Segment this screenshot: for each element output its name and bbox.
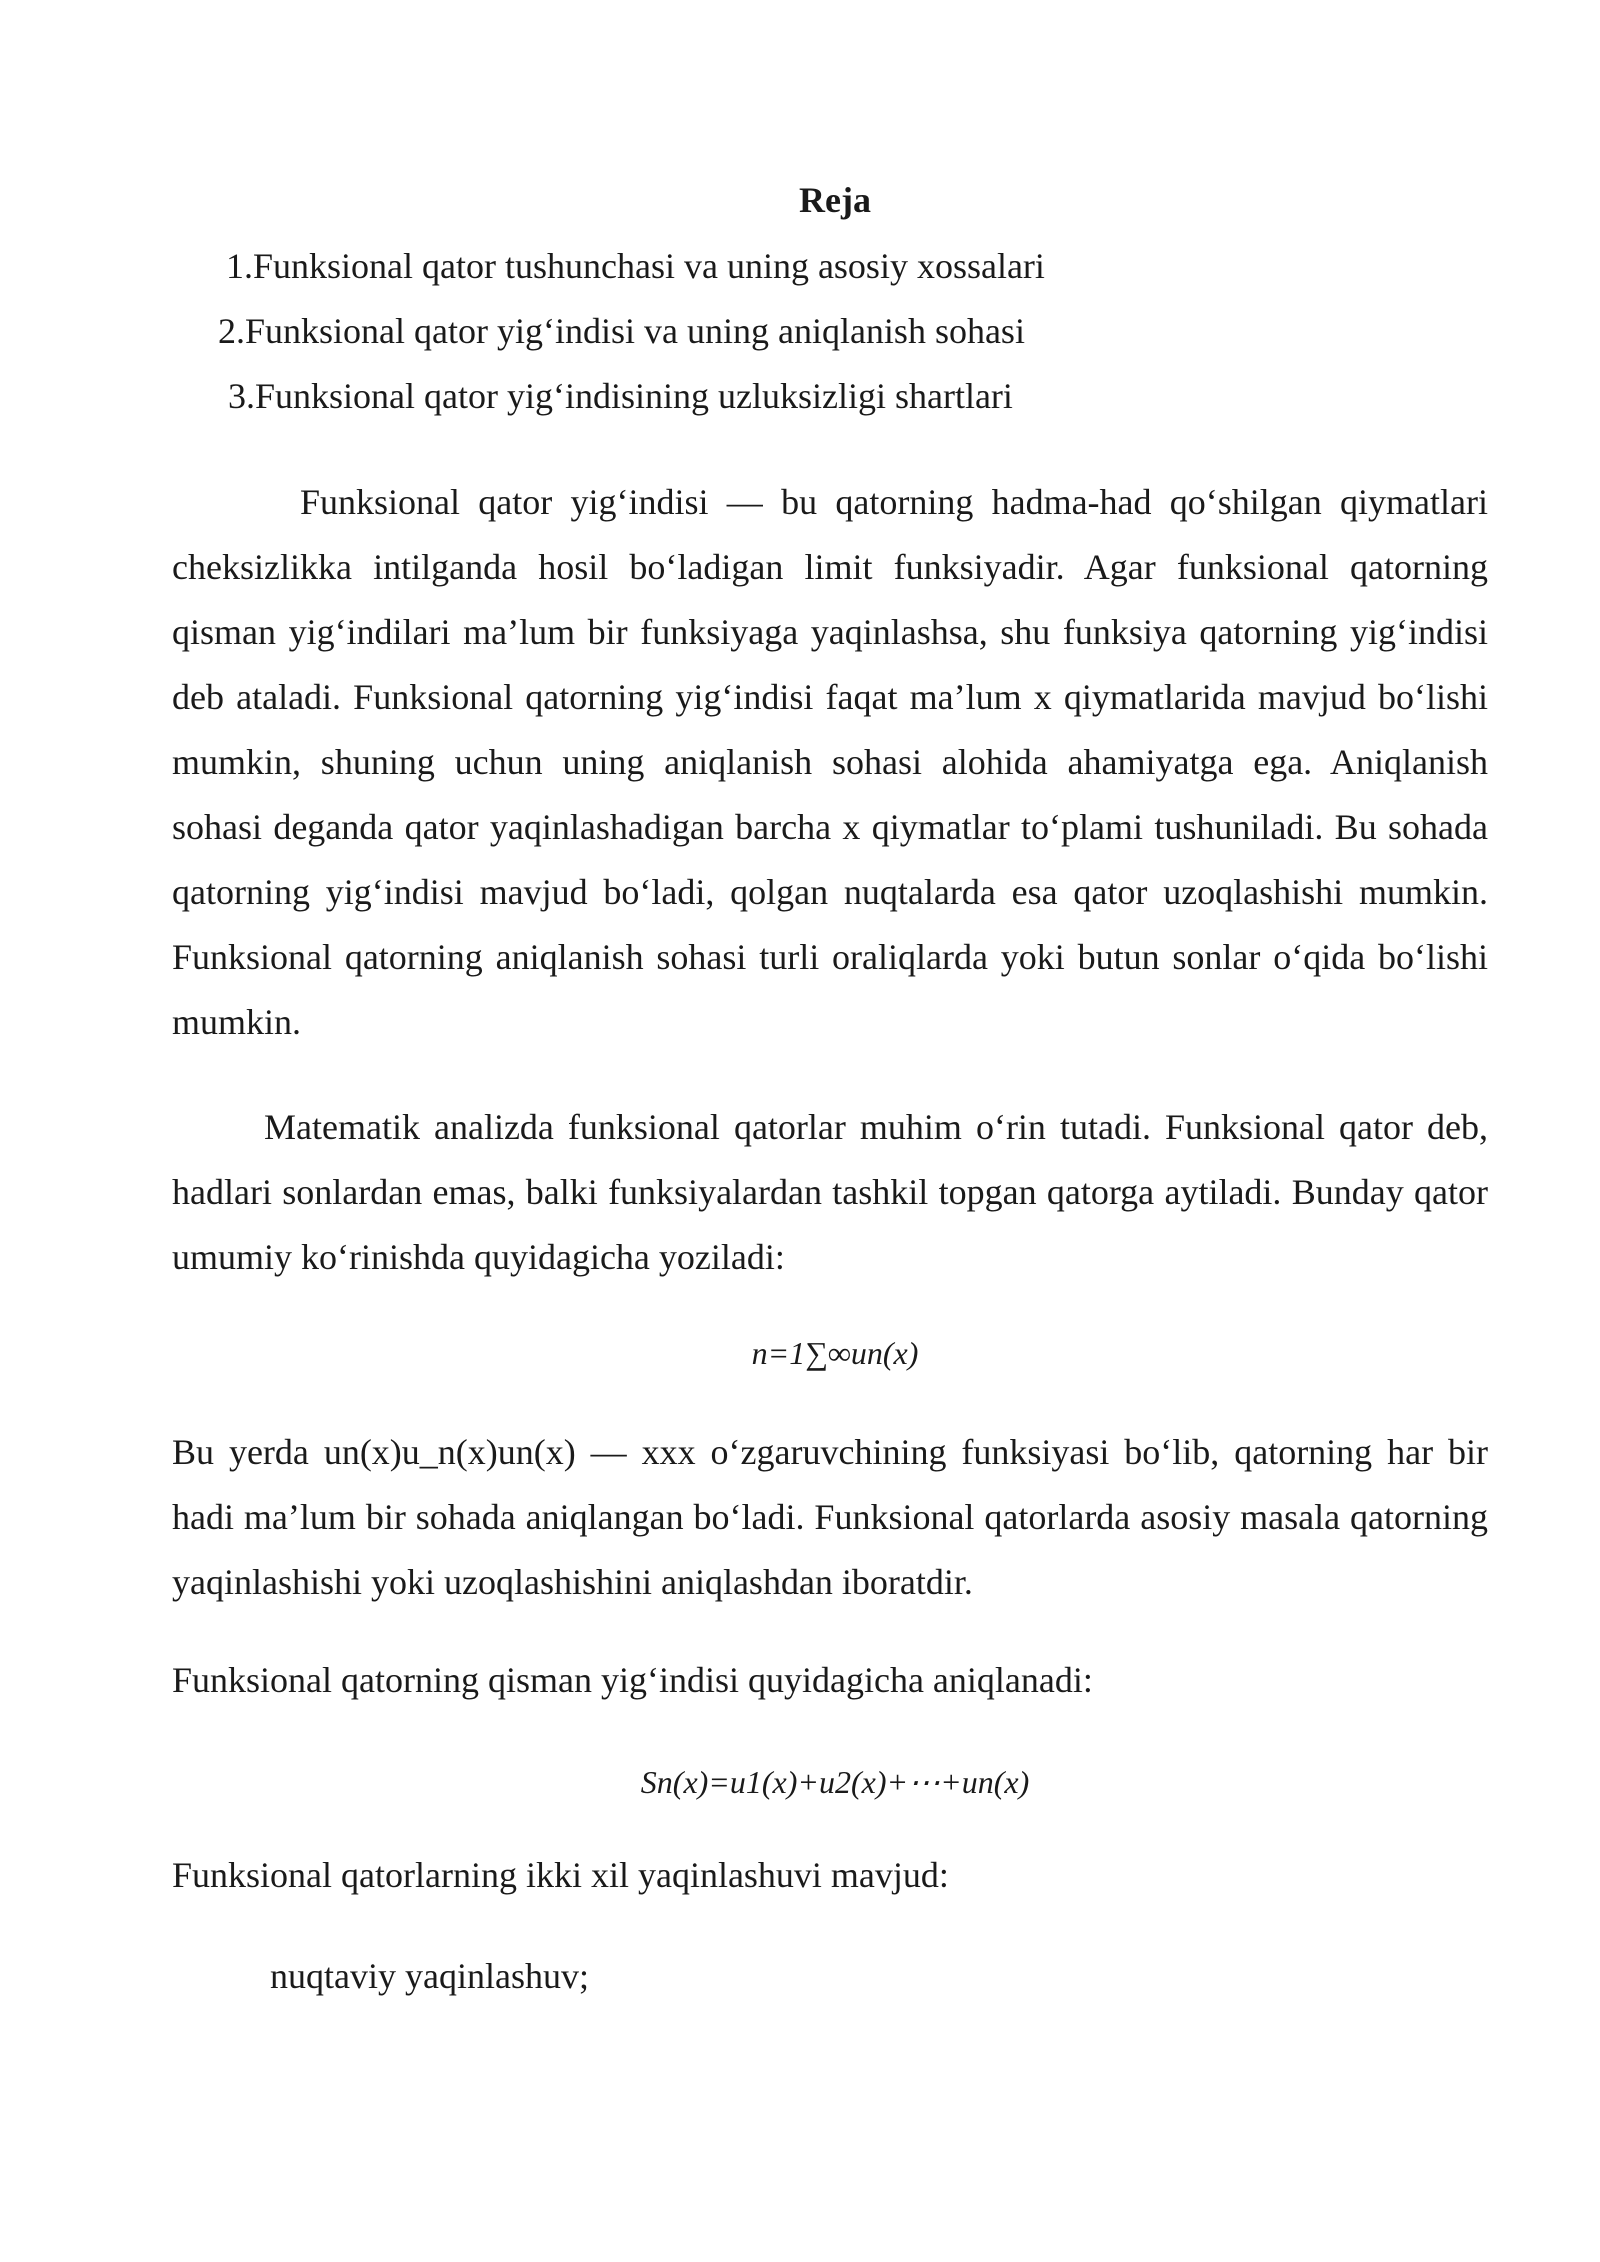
paragraph-definition: Matematik analizda funksional qatorlar muhim o‘rin tutadi. Funksional qator deb, hadlari sonlardan emas, balki funksiyalardan tashkil topgan qatorga aytiladi. Bunday qator umumiy ko‘rinishda quyidagicha yoziladi:	[172, 1107, 1488, 1277]
plan-item: 2.Funksional qator yig‘indisi va uning aniqlanish sohasi	[218, 311, 1025, 351]
document-title: Reja	[799, 180, 871, 220]
plan-item: 3.Funksional qator yig‘indisining uzluksizligi shartlari	[228, 376, 1013, 416]
paragraph-partial-sum: Funksional qatorning qisman yig‘indisi quyidagicha aniqlanadi:	[172, 1660, 1093, 1700]
formula-series: n=1∑∞un(x)	[751, 1335, 919, 1371]
paragraph-convergence-types: Funksional qatorlarning ikki xil yaqinlashuvi mavjud:	[172, 1855, 949, 1895]
paragraph-term-explanation: Bu yerda un(x)u_n(x)un(x) — xxx o‘zgaruvchining funksiyasi bo‘lib, qatorning har bir hadi ma’lum bir sohada aniqlangan bo‘ladi. Funksional qatorlarda asosiy masala qatorning yaqinlashishi yoki uzoqlashishini aniqlashdan iboratdir.	[172, 1432, 1488, 1602]
list-item: nuqtaviy yaqinlashuv;	[270, 1956, 589, 1996]
formula-partial-sum: Sn(x)=u1(x)+u2(x)+⋯+un(x)	[640, 1764, 1030, 1800]
paragraph-series-sum: Funksional qator yig‘indisi — bu qatorning hadma-had qo‘shilgan qiymatlari cheksizlikka intilganda hosil bo‘ladigan limit funksiyadir. Agar funksional qatorning qisman yig‘indilari ma’lum bir funksiyaga yaqinlashsa, shu funksiya qatorning yig‘indisi deb ataladi. Funksional qatorning yig‘indisi faqat ma’lum x qiymatlarida mavjud bo‘lishi mumkin, shuning uchun uning aniqlanish sohasi alohida ahamiyatga ega. Aniqlanish sohasi deganda qator yaqinlashadigan barcha x qiymatlar to‘plami tushuniladi. Bu sohada qatorning yig‘indisi mavjud bo‘ladi, qolgan nuqtalarda esa qator uzoqlashishi mumkin. Funksional qatorning aniqlanish sohasi turli oraliqlarda yoki butun sonlar o‘qida bo‘lishi mumkin.	[172, 482, 1488, 1042]
plan-item: 1.Funksional qator tushunchasi va uning asosiy xossalari	[226, 246, 1045, 286]
